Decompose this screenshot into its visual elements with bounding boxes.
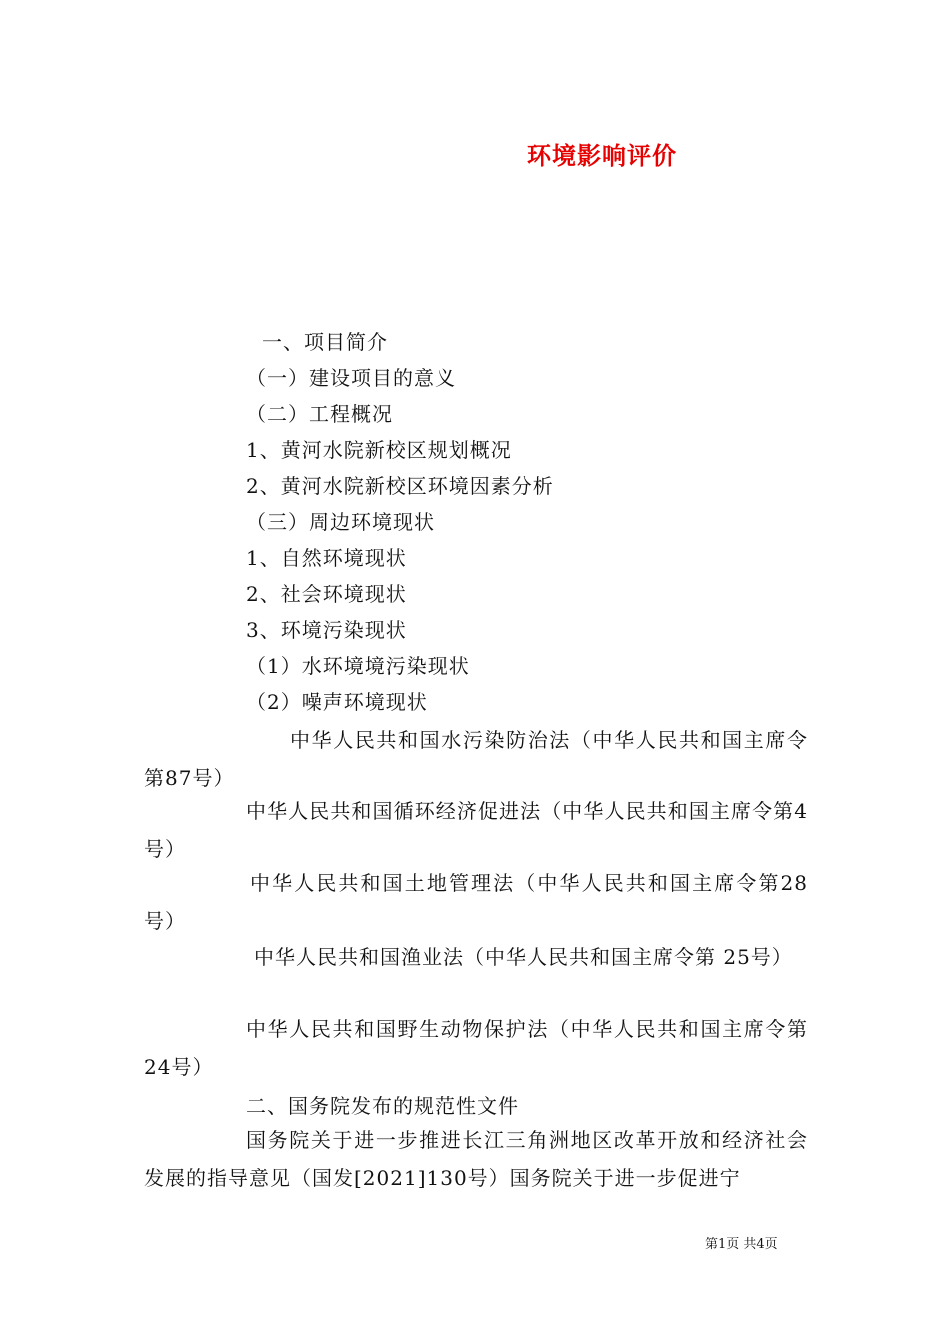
law-item: 中华人民共和国土地管理法（中华人民共和国主席令第28号）	[144, 871, 808, 933]
outline-item: 一、项目简介	[262, 330, 388, 354]
section-paragraph: 国务院关于进一步推进长江三角洲地区改革开放和经济社会发展的指导意见（国发[2021]130号）国务院关于进一步促进宁	[144, 1128, 808, 1190]
outline-item: 2、黄河水院新校区环境因素分析	[246, 474, 554, 498]
outline-item: 3、环境污染现状	[246, 618, 407, 642]
outline-item: （2）噪声环境现状	[246, 690, 428, 714]
law-item: 中华人民共和国渔业法（中华人民共和国主席令第 25号）	[254, 945, 793, 969]
law-item: 中华人民共和国循环经济促进法（中华人民共和国主席令第4号）	[144, 799, 808, 861]
outline-item: 1、黄河水院新校区规划概况	[246, 438, 512, 462]
section-heading: 二、国务院发布的规范性文件	[246, 1094, 519, 1118]
outline-item: （一）建设项目的意义	[246, 366, 456, 390]
outline-item: 1、自然环境现状	[246, 546, 407, 570]
outline-item: （1）水环境境污染现状	[246, 654, 470, 678]
law-item: 中华人民共和国野生动物保护法（中华人民共和国主席令第24号）	[144, 1017, 808, 1079]
page-number: 第1页 共4页	[705, 1237, 778, 1252]
outline-item: 2、社会环境现状	[246, 582, 407, 606]
page-title: 环境影响评价	[527, 141, 677, 170]
outline-item: （三）周边环境现状	[246, 510, 435, 534]
law-item: 中华人民共和国水污染防治法（中华人民共和国主席令第87号）	[144, 728, 808, 790]
outline-item: （二）工程概况	[246, 402, 393, 426]
